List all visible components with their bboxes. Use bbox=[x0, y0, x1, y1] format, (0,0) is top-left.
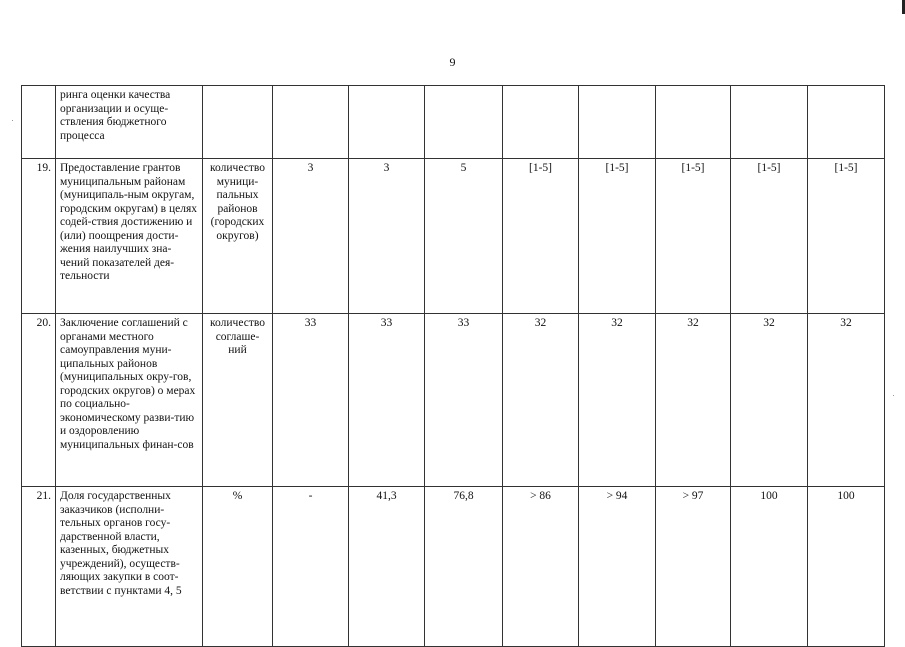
value-cell bbox=[731, 86, 808, 159]
value-cell: 76,8 bbox=[425, 487, 503, 647]
value-cell: 32 bbox=[503, 314, 579, 487]
indicator-name: Доля государственных заказчиков (исполни-тельных органов госу-дарственной власти, казенных, бюджетных учреждений), осуществ-ляющих закупки в соот-ветствии с пунктами 4, 5 bbox=[56, 487, 203, 647]
indicators-table bbox=[21, 85, 885, 647]
unit-cell: количество муници-пальных районов (городских округов) bbox=[203, 159, 273, 314]
value-cell: 41,3 bbox=[349, 487, 425, 647]
value-cell: 100 bbox=[808, 487, 885, 647]
value-cell: 33 bbox=[349, 314, 425, 487]
indicator-name: Заключение соглашений с органами местного самоуправления муни-ципальных районов (муниципальных окру-гов, городских округов) о мерах по социально-экономическому разви-тию и оздоровлению муниципальных финан-сов bbox=[56, 314, 203, 487]
value-cell: 32 bbox=[579, 314, 656, 487]
value-cell: > 97 bbox=[656, 487, 731, 647]
value-cell: [1-5] bbox=[656, 159, 731, 314]
value-cell: 32 bbox=[808, 314, 885, 487]
unit-cell bbox=[203, 86, 273, 159]
page-number: 9 bbox=[449, 55, 456, 69]
value-cell bbox=[579, 86, 656, 159]
value-cell: [1-5] bbox=[808, 159, 885, 314]
value-cell: 5 bbox=[425, 159, 503, 314]
scan-speck bbox=[12, 120, 13, 121]
scan-speck bbox=[893, 395, 894, 396]
value-cell: [1-5] bbox=[579, 159, 656, 314]
value-cell: 100 bbox=[731, 487, 808, 647]
row-number: 21. bbox=[22, 487, 56, 647]
value-cell: 33 bbox=[273, 314, 349, 487]
value-cell bbox=[425, 86, 503, 159]
value-cell: [1-5] bbox=[731, 159, 808, 314]
value-cell bbox=[656, 86, 731, 159]
value-cell: 3 bbox=[273, 159, 349, 314]
table-row bbox=[22, 159, 885, 314]
value-cell: 32 bbox=[731, 314, 808, 487]
row-number bbox=[22, 86, 56, 159]
indicator-name: Предоставление грантов муниципальным районам (муниципаль-ным округам, городским округам) в целях содей-ствия достижению и (или) поощрения дости-жения наилучших зна-чений показателей дея-тельности bbox=[56, 159, 203, 314]
row-number: 20. bbox=[22, 314, 56, 487]
value-cell bbox=[273, 86, 349, 159]
value-cell bbox=[349, 86, 425, 159]
unit-cell: % bbox=[203, 487, 273, 647]
unit-cell: количество соглаше-ний bbox=[203, 314, 273, 487]
indicator-name: ринга оценки качества организации и осуще-ствления бюджетного процесса bbox=[56, 86, 203, 159]
value-cell: 33 bbox=[425, 314, 503, 487]
table-row bbox=[22, 86, 885, 159]
value-cell: - bbox=[273, 487, 349, 647]
row-number: 19. bbox=[22, 159, 56, 314]
value-cell: > 86 bbox=[503, 487, 579, 647]
table-row bbox=[22, 314, 885, 487]
value-cell: 3 bbox=[349, 159, 425, 314]
value-cell: [1-5] bbox=[503, 159, 579, 314]
value-cell: 32 bbox=[656, 314, 731, 487]
value-cell: > 94 bbox=[579, 487, 656, 647]
value-cell bbox=[808, 86, 885, 159]
table-row bbox=[22, 487, 885, 647]
value-cell bbox=[503, 86, 579, 159]
